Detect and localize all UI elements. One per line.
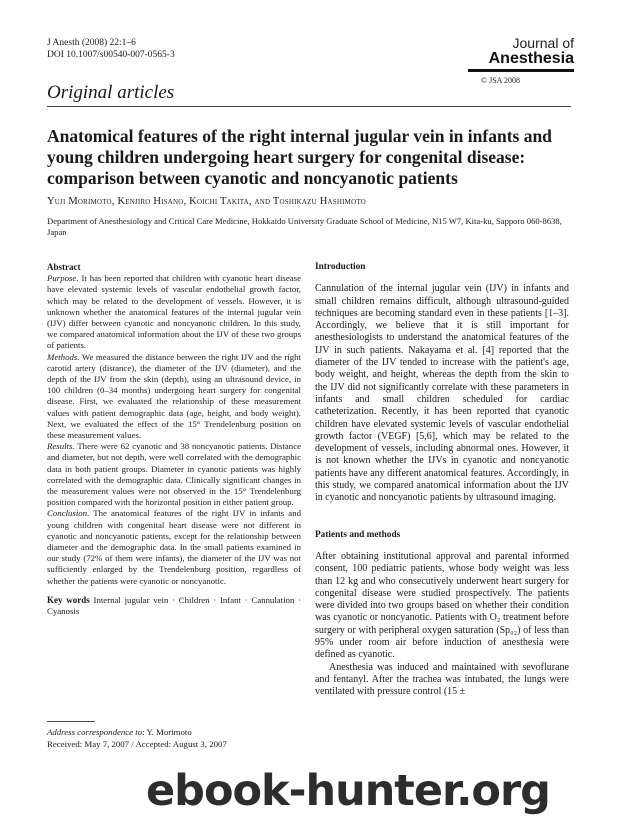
footnote-rule <box>47 721 95 722</box>
correspondence-label: Address correspondence to <box>47 727 143 737</box>
purpose-label: Purpose. <box>47 273 79 284</box>
conclusion-text: The anatomical features of the right IJV in infants and young children with congenital heart disease were not different in cyanotic and noncyanotic patients, except for the relationship between diameter and the demographic data. In the small patients examined in our study (72% of them were infants), the diameter of the IJV was not sufficiently enlarged by the Trendelenburg position, regardless of whether the patients were cyanotic or noncyanotic. <box>47 508 301 586</box>
affiliation: Department of Anesthesiology and Critical Care Medicine, Hokkaido University Graduate School of Medicine, N15 W7, Kita-ku, Sapporo 060-8638, Japan <box>47 216 562 237</box>
doi: DOI 10.1007/s00540-007-0565-3 <box>47 50 175 60</box>
introduction-text: Cannulation of the internal jugular vein (IJV) in infants and small children remains difficult, although ultrasound-guided techniques are becoming standard even in these patients [1–3]. Accordingly, we believe that it is still important for anesthesiologists to understand the anatomical features of the IJV in such patients. Nakayama et al. [4] reported that the diameter of the IJV tended to increase with the patient's age, body weight, and height, whereas the depth from the skin to the IJV did not significantly correlate with these parameters in infants and small children scheduled for cardiac catheterization. Recently, it has been reported that cyanotic children have elevated systemic levels of vascular endothelial growth factor (VEGF) [5,6], which may be related to the development of vessels, including abnormal ones. However, it is not known whether the IJVs in cyanotic and noncyanotic patients have any different anatomical features. Accordingly, in this study, we compared anatomical information about the IJV in cyanotic and noncyanotic patients by ultrasound imaging. <box>315 283 569 504</box>
section-label: Original articles <box>47 82 175 103</box>
keywords-text: Internal jugular vein · Children · Infant · Cannulation · Cyanosis <box>47 594 302 617</box>
footnote <box>47 726 307 750</box>
keywords-label: Key words <box>47 594 90 605</box>
abstract-heading: Abstract <box>47 262 81 272</box>
abstract-conclusion <box>47 508 301 586</box>
introduction-heading: Introduction <box>315 262 366 272</box>
methods-paragraph-1: After obtaining institutional approval and parental informed consent, 100 pediatric patients, whose body weight was less than 12 kg and who consecutively underwent heart surgery for congenital disease were studied prospectively. The patients were divided into two groups based on whether their condition was cyanotic or noncyanotic. Patients with O₂ treatment before surgery or with peripheral oxygen saturation (Sp₀₂) of less than 95% under room air before induction of anesthesia were defined as cyanotic. <box>315 550 569 661</box>
header-rule <box>47 106 571 107</box>
abstract-column <box>47 262 301 617</box>
citation-block <box>47 37 175 61</box>
abstract-purpose <box>47 273 301 351</box>
journal-logo-line1: Journal of <box>512 35 574 51</box>
authors: Yuji Morimoto, Kenjiro Hisano, Koichi Takita, and Toshikazu Hashimoto <box>47 196 366 207</box>
methods-heading: Patients and methods <box>315 529 401 540</box>
watermark: ebook-hunter.org <box>146 766 550 816</box>
results-label: Results. <box>47 441 75 452</box>
conclusion-label: Conclusion. <box>47 508 90 519</box>
copyright: © JSA 2008 <box>481 76 520 85</box>
correspondence <box>47 726 307 738</box>
body-column <box>315 261 569 699</box>
abstract-methods <box>47 352 301 442</box>
journal-logo <box>468 36 574 72</box>
methods-text: We measured the distance between the right IJV and the right carotid artery (distance), the diameter of the IJV (diameter), and the depth of the IJV from the skin (depth), using an ultrasound device, in 100 children (0–34 months) undergoing heart surgery for congenital disease. First, we evaluated the relationship of these measurement values with patient demographic data (age, height, and body weight). Next, we evaluated the effect of the 15° Trendelenburg position on these measurement values. <box>47 351 301 441</box>
methods-label: Methods. <box>47 351 80 362</box>
received-dates: Received: May 7, 2007 / Accepted: August 3, 2007 <box>47 739 227 749</box>
purpose-text: It has been reported that children with cyanotic heart disease have elevated systemic levels of vascular endothelial growth factor, which may be related to the development of vessels. However, it is unknown whether the anatomical features of the internal jugular vein (IJV) differ between cyanotic and noncyanotic children. In this study, we compared anatomical information about the IJV of these two groups of patients. <box>47 273 301 351</box>
journal-logo-line2: Anesthesia <box>468 50 574 72</box>
methods-paragraph-2: Anesthesia was induced and maintained with sevoflurane and fentanyl. After the trachea was intubated, the lungs were ventilated with pressure control (15 ± <box>315 661 569 698</box>
keywords <box>47 595 301 617</box>
abstract-results <box>47 441 301 508</box>
correspondence-name: : Y. Morimoto <box>142 727 192 737</box>
article-title: Anatomical features of the right internal jugular vein in infants and young children undergoing heart surgery for congenital disease: comparison between cyanotic and noncyanotic patients <box>47 126 552 188</box>
results-text: There were 62 cyanotic and 38 noncyanotic patients. Distance and diameter, but not depth, were well correlated with the demographic data in both patient groups. Diameter in cyanotic patients was highly correlated with the demographic data. Clinically significant changes in the measurement values were not observed in the 15° Trendelenburg position compared with the horizontal position in either patient group. <box>47 441 301 508</box>
journal-citation: J Anesth (2008) 22:1–6 <box>47 38 136 48</box>
